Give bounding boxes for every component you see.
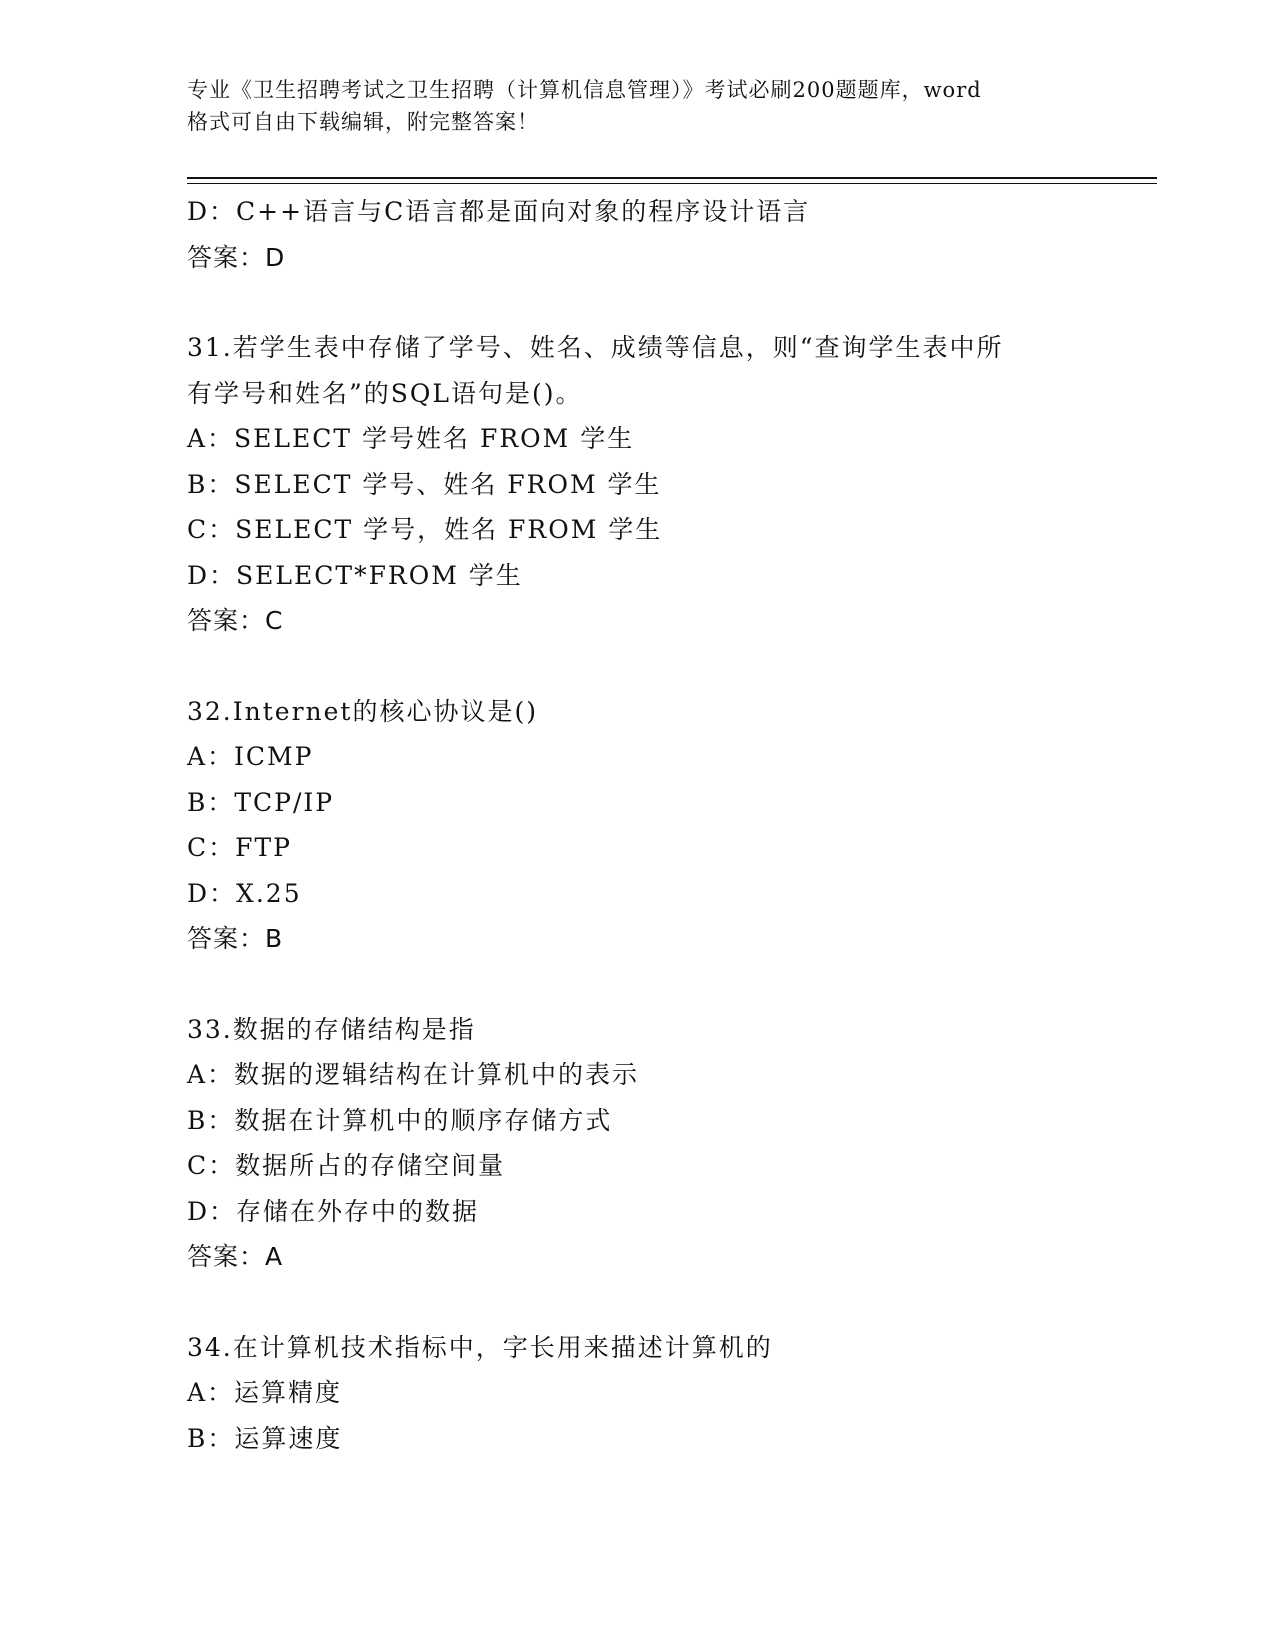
answer-line: 答案：B	[187, 924, 284, 953]
option-c: C：FTP	[187, 833, 292, 862]
option-b: B：数据在计算机中的顺序存储方式	[187, 1105, 613, 1135]
answer-line: 答案：D	[187, 242, 286, 272]
header-line-2: 格式可自由下载编辑，附完整答案！	[187, 110, 539, 134]
option-b: B：运算速度	[187, 1423, 343, 1453]
answer-line: 答案：C	[187, 606, 284, 635]
option-c: C：SELECT 学号，姓名 FROM 学生	[187, 515, 663, 544]
option-d: D：存储在外存中的数据	[187, 1196, 480, 1226]
option-a: A：SELECT 学号姓名 FROM 学生	[187, 424, 635, 453]
header-line-1: 专业《卫生招聘考试之卫生招聘（计算机信息管理）》考试必刷200题题库，word	[187, 78, 982, 102]
document-body	[187, 189, 1157, 1461]
question-34	[187, 1325, 1157, 1462]
question-stem-line: 有学号和姓名”的SQL语句是()。	[187, 378, 583, 408]
option-a: A：运算精度	[187, 1378, 343, 1407]
option-b: B：SELECT 学号、姓名 FROM 学生	[187, 469, 662, 499]
option-b: B：TCP/IP	[187, 787, 335, 817]
question-33	[187, 1007, 1157, 1280]
question-32	[187, 689, 1157, 962]
question-stem-line: 33.数据的存储结构是指	[187, 1014, 476, 1044]
option-a: A：数据的逻辑结构在计算机中的表示	[187, 1060, 640, 1089]
option-c: C：数据所占的存储空间量	[187, 1151, 506, 1180]
option-a: A：ICMP	[187, 742, 314, 771]
option-d: D：X.25	[187, 878, 302, 908]
header-divider-thick	[187, 177, 1157, 179]
option-d: D：C++语言与C语言都是面向对象的程序设计语言	[187, 197, 811, 226]
document-header	[187, 74, 1087, 138]
question-31	[187, 325, 1157, 644]
question-stem-line: 34.在计算机技术指标中，字长用来描述计算机的	[187, 1332, 773, 1362]
header-divider-thin	[187, 183, 1157, 184]
option-d: D：SELECT*FROM 学生	[187, 560, 523, 590]
question-stem-line: 31.若学生表中存储了学号、姓名、成绩等信息，则“查询学生表中所	[187, 333, 1004, 362]
previous-question-tail	[187, 189, 1157, 280]
answer-line: 答案：A	[187, 1242, 284, 1271]
question-stem-line: 32.Internet的核心协议是()	[187, 696, 538, 726]
